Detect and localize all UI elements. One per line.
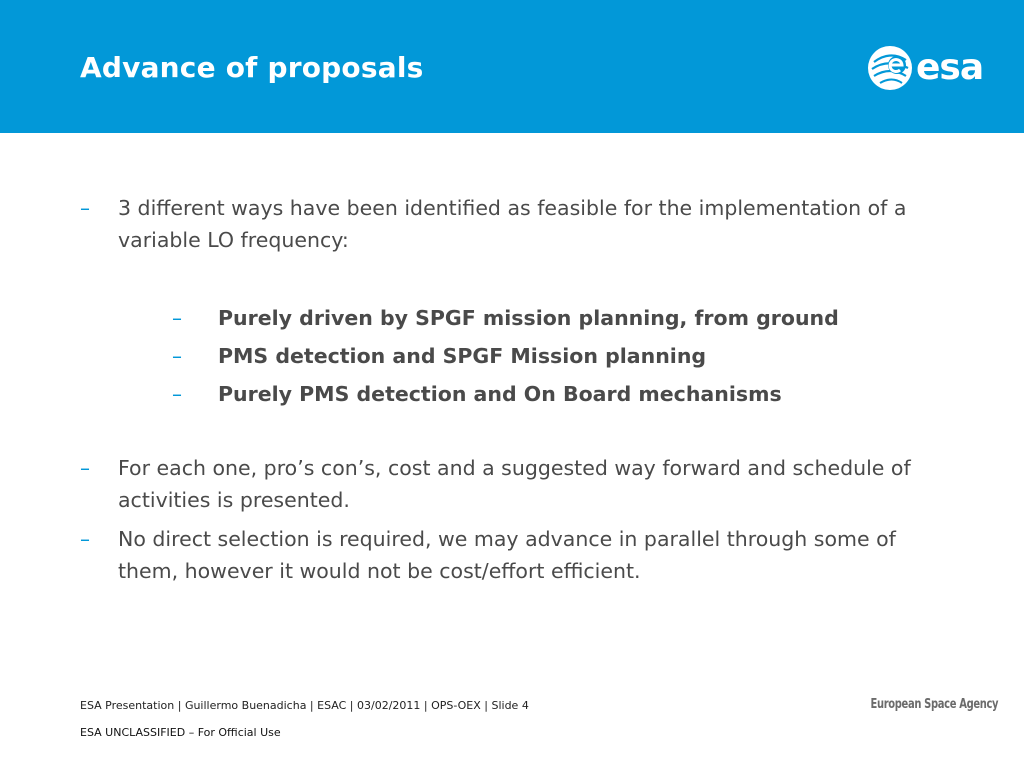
bullet-text: No direct selection is required, we may advance in parallel through some of them, however it would not be cost/effort efficient. xyxy=(118,527,896,583)
bullet-text: For each one, pro’s con’s, cost and a suggested way forward and schedule of activities is presented. xyxy=(118,456,911,512)
footer-classification: ESA UNCLASSIFIED – For Official Use xyxy=(80,726,281,739)
bullet-dash: – xyxy=(80,527,90,551)
bullet-text: 3 different ways have been identified as feasible for the implementation of a variable LO frequency: xyxy=(118,196,907,252)
sub-bullet-text: PMS detection and SPGF Mission planning xyxy=(218,344,707,368)
sub-bullet-dash: – xyxy=(172,382,182,406)
sub-bullet-text: Purely PMS detection and On Board mechanisms xyxy=(218,382,782,406)
slide-header xyxy=(0,0,1024,133)
esa-logo xyxy=(864,42,1004,94)
footer-agency-name: European Space Agency xyxy=(870,697,998,712)
sub-bullet-text: Purely driven by SPGF mission planning, from ground xyxy=(218,306,839,330)
footer-info: ESA Presentation | Guillermo Buenadicha | ESAC | 03/02/2011 | OPS-OEX | Slide 4 xyxy=(80,699,529,712)
esa-logo-text: esa xyxy=(916,47,984,88)
bullet-dash: – xyxy=(80,196,90,220)
sub-bullet-dash: – xyxy=(172,344,182,368)
bullet-dash: – xyxy=(80,456,90,480)
sub-bullet-dash: – xyxy=(172,306,182,330)
esa-logo-icon xyxy=(864,42,1004,94)
slide-title: Advance of proposals xyxy=(80,51,424,84)
